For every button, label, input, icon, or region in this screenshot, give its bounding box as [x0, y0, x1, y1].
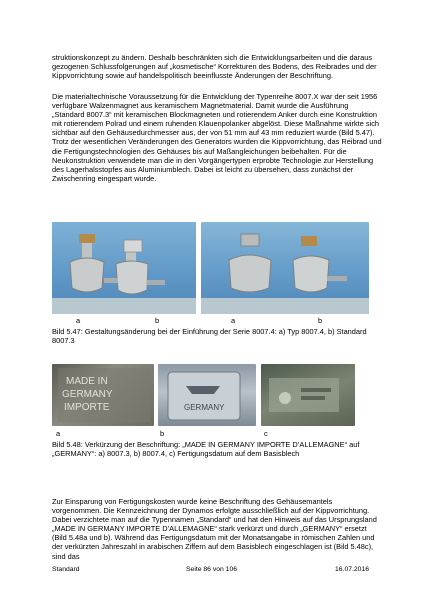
figure-547-label-a1: a [76, 316, 81, 325]
photo-b-text: GERMANY [184, 403, 225, 412]
paragraph-materials: Die materialtechnische Voraussetzung für die Entwicklung der Typenreihe 8007.X war der seit 1956 verfügbare Walzenmagnet aus keramischem Magnetmaterial. Damit wurde die Ausführung „Standard 8007.3“ mit keramischen Blockmagneten und rotierendem Anker durch eine Konstruktion mit rotierendem Polrad und einem ruhenden Klauenpolanker abgelöst. Diese Maßnahme wirkte sich sichtbar auf den Gehäusedurchmesser aus, der von 51 mm auf 43 mm reduziert wurde (Bild 5.47). Trotz der wesentlichen Veränderungen des Generators wurden die Kippvorrichtung, das Reibrad und die Fertigungstechnologien des Gehäuses bis auf Maßangleichungen beibehalten. Für die Neukonstruktion verwendete man die in den Vorgängertypen erprobte Technologie zur Herstellung des Lagerhalsstopfes aus Aluminiumblech. Dabei ist leicht zu übersehen, dass zunächst der Zwischenring eingespart wurde. [52, 92, 382, 183]
photo-inscription-8007-3 [52, 364, 154, 426]
photo-base-plate-date [261, 364, 355, 426]
figure-548-caption: Bild 5.48: Verkürzung der Beschriftung: „MADE IN GERMANY IMPORTE D’ALLEMAGNE“ auf „GERMANY“: a) 8007.3, b) 8007.4, c) Fertigungsdatum auf dem Basisblech [52, 440, 360, 459]
photo-dynamo-comparison-1 [52, 222, 196, 314]
photo-a-text: MADE IN [66, 376, 108, 387]
figure-548-label-c: c [264, 429, 268, 438]
photo-a-text-3: IMPORTE [64, 402, 110, 413]
photo-inscription-8007-4 [158, 364, 256, 426]
dynamo-pair-illustration-1 [52, 222, 196, 314]
figure-548-label-b: b [160, 429, 165, 438]
base-plate-illustration [261, 364, 355, 426]
inscription-plate-a [52, 364, 154, 426]
footer-page-number: Seite 86 von 106 [186, 566, 238, 573]
inscription-plate-b [158, 364, 256, 426]
footer-left: Standard [52, 566, 80, 573]
photo-a-text-2: GERMANY [62, 389, 113, 400]
photo-dynamo-comparison-2 [201, 222, 369, 314]
figure-547-label-b2: b [318, 316, 323, 325]
dynamo-pair-illustration-2 [201, 222, 369, 314]
figure-548-label-a: a [56, 429, 61, 438]
figure-547-caption: Bild 5.47: Gestaltungsänderung bei der Einführung der Serie 8007.4: a) Typ 8007.4, b) Standard 8007.3 [52, 327, 367, 346]
paragraph-intro: struktionskonzept zu ändern. Deshalb beschränkten sich die Entwicklungsarbeiten und die daraus gezogenen Schlussfolgerungen auf „kosmetische“ Korrekturen des Bodens, des Reibrades und der Kippvorrichtung sowie auf handelspolitisch beeinflusste Änderungen der Beschriftung. [52, 53, 377, 81]
figure-547-label-b1: b [155, 316, 160, 325]
footer-date: 16.07.2016 [335, 566, 370, 573]
figure-547-label-a2: a [231, 316, 236, 325]
paragraph-labeling: Zur Einsparung von Fertigungskosten wurde keine Beschriftung des Gehäusemantels vorgenommen. Die Kennzeichnung der Dynamos erfolgte ausschließlich auf der Kippvorrichtung. Dabei verzichtete man auf die Typennamen „Standard“ und hat den Hinweis auf das Ursprungsland „MADE IN GERMANY IMPORTE D’ALLEMAGNE“ stark verkürzt und durch „GERMANY“ ersetzt (Bild 5.48a und b). Während das Fertigungsdatum mit der Monatsangabe in römischen Zahlen und der verkürzten Jahreszahl in arabischen Ziffern auf dem Basisblech eingeschlagen ist (Bild 5.48c), sind das [52, 497, 377, 561]
